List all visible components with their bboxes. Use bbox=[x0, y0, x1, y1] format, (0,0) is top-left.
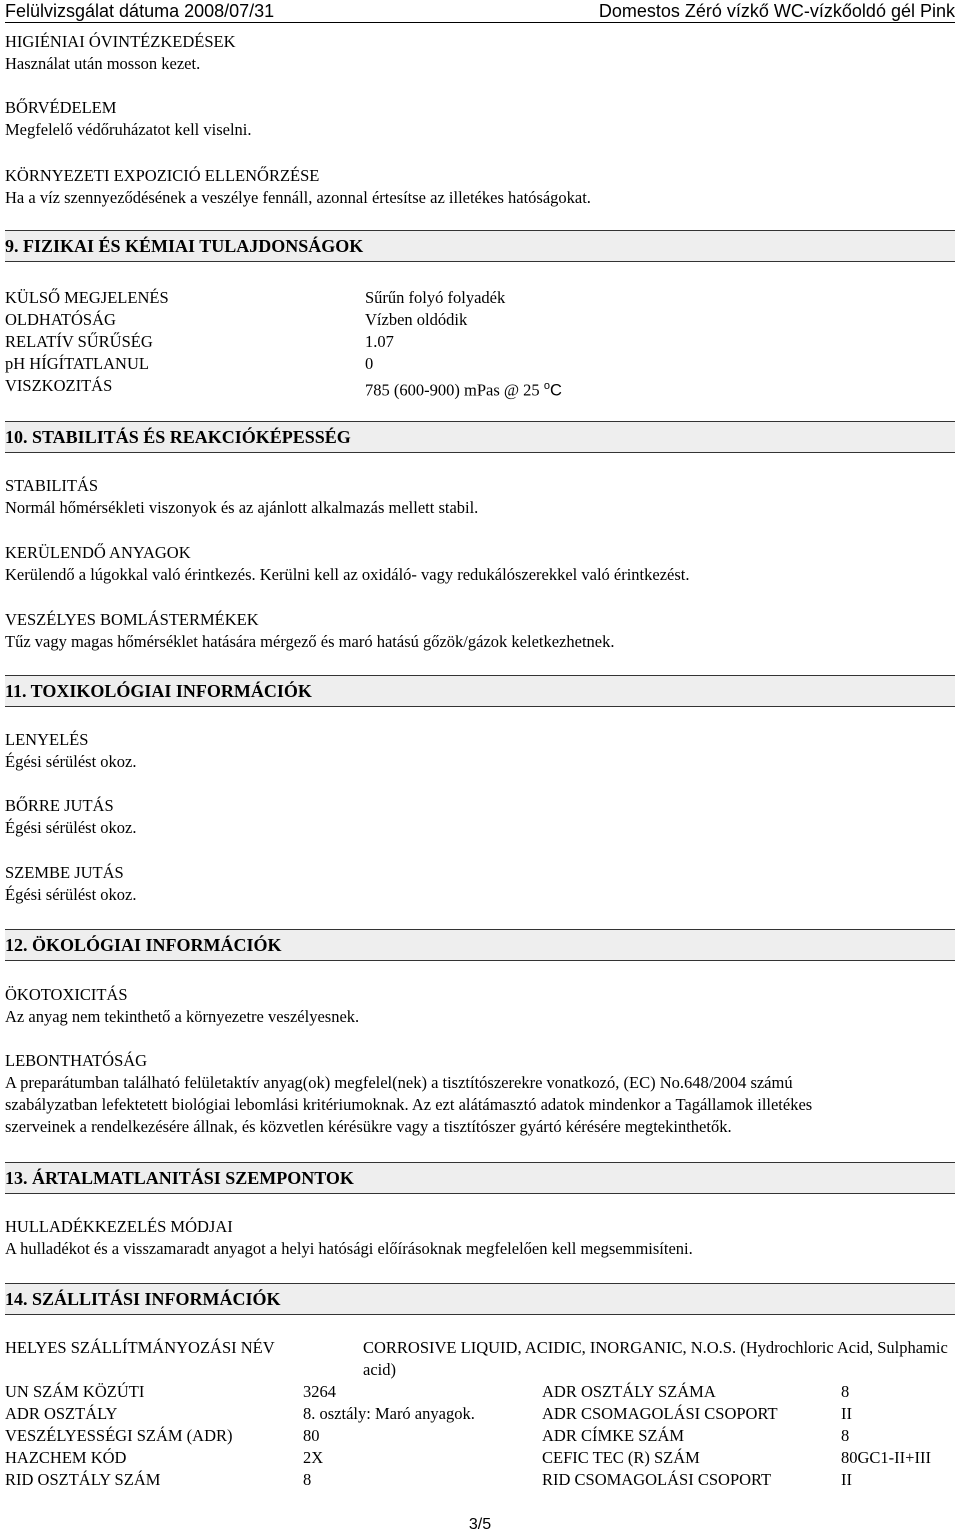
ingestion-title: LENYELÉS bbox=[5, 730, 89, 749]
transport-table bbox=[5, 1381, 955, 1491]
section-10-header: 10. STABILITÁS ÉS REAKCIÓKÉPESSÉG bbox=[5, 421, 955, 453]
eye-contact-title: SZEMBE JUTÁS bbox=[5, 863, 124, 882]
eye-contact-text: Égési sérülést okoz. bbox=[5, 885, 137, 904]
section-12-header: 12. ÖKOLÓGIAI INFORMÁCIÓK bbox=[5, 929, 955, 961]
transport-value: 3264 bbox=[303, 1382, 336, 1401]
transport-key: ADR CÍMKE SZÁM bbox=[542, 1426, 685, 1445]
transport-value: 2X bbox=[303, 1448, 324, 1467]
hygiene-text: Használat után mosson kezet. bbox=[5, 54, 201, 73]
skin-contact-text: Égési sérülést okoz. bbox=[5, 818, 137, 837]
transport-value: 80GC1-II+III bbox=[841, 1448, 931, 1467]
stability-text: Normál hőmérsékleti viszonyok és az ajánlott alkalmazás mellett stabil. bbox=[5, 498, 479, 517]
transport-key: ADR CSOMAGOLÁSI CSOPORT bbox=[542, 1404, 778, 1423]
property-key: RELATÍV SŰRŰSÉG bbox=[5, 332, 153, 351]
degradability-text-line: A preparátumban található felületaktív anyag(ok) megfelel(nek) a tisztítószerekre vonatkozó, (EC) No.648/2004 számú bbox=[5, 1073, 793, 1092]
shipping-name-value: CORROSIVE LIQUID, ACIDIC, INORGANIC, N.O.S. (Hydrochloric Acid, Sulphamic acid) bbox=[363, 1338, 948, 1379]
transport-key: ADR OSZTÁLY SZÁMA bbox=[542, 1382, 716, 1401]
eye-contact-block bbox=[5, 862, 955, 906]
decomposition-products-title: VESZÉLYES BOMLÁSTERMÉKEK bbox=[5, 610, 259, 629]
skin-protection-block bbox=[5, 97, 955, 141]
property-key: pH HÍGÍTATLANUL bbox=[5, 354, 149, 373]
degree-superscript: o bbox=[543, 380, 550, 392]
property-value: Sűrűn folyó folyadék bbox=[365, 288, 506, 307]
materials-to-avoid-text: Kerülendő a lúgokkal való érintkezés. Kerülni kell az oxidáló- vagy redukálószerekkel való érintkezést. bbox=[5, 565, 690, 584]
skin-contact-title: BŐRRE JUTÁS bbox=[5, 796, 114, 815]
degradability-block bbox=[5, 1050, 955, 1138]
hygiene-block bbox=[5, 31, 955, 75]
decomposition-products-text: Tűz vagy magas hőmérséklet hatására mérgező és maró hatású gőzök/gázok keletkezhetnek. bbox=[5, 632, 615, 651]
page-number: 3/5 bbox=[468, 1516, 492, 1533]
environmental-exposure-title: KÖRNYEZETI EXPOZICIÓ ELLENŐRZÉSE bbox=[5, 166, 320, 185]
transport-key: VESZÉLYESSÉGI SZÁM (ADR) bbox=[5, 1426, 233, 1445]
transport-row bbox=[5, 1469, 955, 1491]
skin-contact-block bbox=[5, 795, 955, 839]
transport-key: HAZCHEM KÓD bbox=[5, 1448, 127, 1467]
transport-value: 8 bbox=[841, 1426, 850, 1445]
waste-treatment-title: HULLADÉKKEZELÉS MÓDJAI bbox=[5, 1217, 233, 1236]
degradability-text-line: szerveinek a rendelkezésére állnak, és közvetlen kérésükre vagy a tisztítószer gyártó kérésére megtekinthetők. bbox=[5, 1117, 732, 1136]
section-9-header: 9. FIZIKAI ÉS KÉMIAI TULAJDONSÁGOK bbox=[5, 230, 955, 262]
celsius-unit: C bbox=[549, 381, 562, 400]
property-row bbox=[5, 375, 955, 400]
transport-row bbox=[5, 1447, 955, 1469]
property-row bbox=[5, 331, 955, 353]
waste-treatment-text: A hulladékot és a visszamaradt anyagot a helyi hatósági előírásoknak megfelelően kell megsemmisíteni. bbox=[5, 1239, 693, 1258]
environmental-exposure-text: Ha a víz szennyeződésének a veszélye fennáll, azonnal értesítse az illetékes hatóságokat. bbox=[5, 188, 591, 207]
physical-properties-list bbox=[5, 287, 955, 400]
transport-value: 8 bbox=[841, 1382, 850, 1401]
transport-row bbox=[5, 1403, 955, 1425]
property-value: Vízben oldódik bbox=[365, 310, 468, 329]
waste-treatment-block bbox=[5, 1216, 955, 1260]
degradability-text-line: szabályzatban lefektetett biológiai lebomlási kritériumoknak. Az ezt alátámasztó adatok mindenkor a Tagállamok illetékes bbox=[5, 1095, 813, 1114]
transport-key: RID OSZTÁLY SZÁM bbox=[5, 1470, 161, 1489]
ingestion-text: Égési sérülést okoz. bbox=[5, 752, 137, 771]
section-11-header: 11. TOXIKOLÓGIAI INFORMÁCIÓK bbox=[5, 675, 955, 707]
transport-value: II bbox=[841, 1470, 852, 1489]
shipping-name-key: HELYES SZÁLLÍTMÁNYOZÁSI NÉV bbox=[5, 1338, 275, 1357]
transport-key: RID CSOMAGOLÁSI CSOPORT bbox=[542, 1470, 772, 1489]
property-key: KÜLSŐ MEGJELENÉS bbox=[5, 288, 169, 307]
ecotoxicity-title: ÖKOTOXICITÁS bbox=[5, 985, 128, 1004]
property-value: 0 bbox=[365, 354, 374, 373]
transport-value: 8 bbox=[303, 1470, 312, 1489]
decomposition-products-block bbox=[5, 609, 955, 653]
transport-row bbox=[5, 1425, 955, 1447]
transport-key: UN SZÁM KÖZÚTI bbox=[5, 1382, 145, 1401]
section-14-header: 14. SZÁLLITÁSI INFORMÁCIÓK bbox=[5, 1283, 955, 1315]
product-name: Domestos Zéró vízkő WC-vízkőoldó gél Pink bbox=[598, 1, 955, 21]
stability-block bbox=[5, 475, 955, 519]
ecotoxicity-block bbox=[5, 984, 955, 1028]
document-page bbox=[5, 0, 955, 1533]
viscosity-value bbox=[365, 375, 562, 400]
property-row bbox=[5, 287, 955, 309]
page-header bbox=[5, 0, 955, 23]
property-row bbox=[5, 353, 955, 375]
transport-key: ADR OSZTÁLY bbox=[5, 1404, 118, 1423]
transport-key: CEFIC TEC (R) SZÁM bbox=[542, 1448, 700, 1467]
hygiene-title: HIGIÉNIAI ÓVINTÉZKEDÉSEK bbox=[5, 32, 236, 51]
transport-row bbox=[5, 1381, 955, 1403]
property-value: 1.07 bbox=[365, 332, 394, 351]
ingestion-block bbox=[5, 729, 955, 773]
property-row bbox=[5, 309, 955, 331]
property-key: OLDHATÓSÁG bbox=[5, 310, 116, 329]
viscosity-number: 785 (600-900) mPas @ 25 bbox=[365, 380, 544, 400]
section-13-header: 13. ÁRTALMATLANITÁSI SZEMPONTOK bbox=[5, 1162, 955, 1194]
materials-to-avoid-block bbox=[5, 542, 955, 586]
stability-title: STABILITÁS bbox=[5, 476, 99, 495]
transport-value: II bbox=[841, 1404, 852, 1423]
shipping-name-row bbox=[5, 1337, 955, 1381]
ecotoxicity-text: Az anyag nem tekinthető a környezetre veszélyesnek. bbox=[5, 1007, 360, 1026]
property-key: VISZKOZITÁS bbox=[5, 376, 113, 395]
skin-protection-title: BŐRVÉDELEM bbox=[5, 98, 117, 117]
transport-value: 80 bbox=[303, 1426, 320, 1445]
skin-protection-text: Megfelelő védőruházatot kell viselni. bbox=[5, 120, 252, 139]
degradability-title: LEBONTHATÓSÁG bbox=[5, 1051, 148, 1070]
environmental-exposure-block bbox=[5, 165, 955, 209]
transport-value: 8. osztály: Maró anyagok. bbox=[303, 1404, 475, 1423]
revision-date: Felülvizsgálat dátuma 2008/07/31 bbox=[5, 1, 275, 21]
materials-to-avoid-title: KERÜLENDŐ ANYAGOK bbox=[5, 543, 191, 562]
